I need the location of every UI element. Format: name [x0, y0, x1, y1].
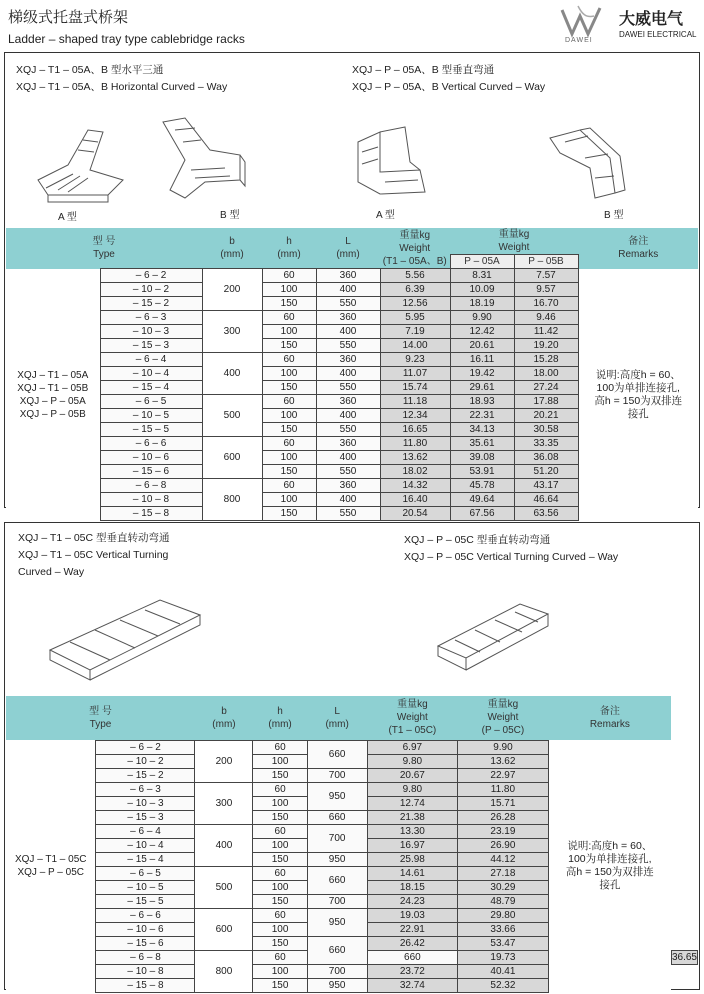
model-suffix: – 6 – 6: [100, 437, 202, 451]
weight-1: 20.67: [367, 768, 458, 782]
model-suffix: – 6 – 4: [96, 824, 195, 838]
table-row: [6, 740, 698, 754]
model-suffix: – 10 – 4: [100, 367, 202, 381]
length-L: 550: [316, 297, 380, 311]
weight-1: 24.23: [367, 894, 458, 908]
height-h: 100: [253, 796, 307, 810]
model-suffix: – 15 – 6: [100, 465, 202, 479]
height-h: 60: [262, 479, 316, 493]
height-h: 60: [262, 437, 316, 451]
model-suffix: – 10 – 2: [100, 283, 202, 297]
model-suffix: – 15 – 5: [100, 423, 202, 437]
col-weight2-header: 重量kg Weight (P – 05C): [458, 696, 549, 740]
weight-2: 67.56: [450, 507, 514, 521]
length-L: 360: [316, 479, 380, 493]
model-suffix: – 10 – 6: [100, 451, 202, 465]
caption-left-1: [16, 62, 227, 96]
weight-1: 14.32: [380, 479, 450, 493]
weight-3: 33.35: [514, 437, 578, 451]
weight-1: 18.15: [367, 880, 458, 894]
weight-2: 27.18: [458, 866, 549, 880]
caption-line: XQJ – P – 05A、B 型垂直弯通: [352, 64, 495, 76]
col-p05b-header: P – 05B: [514, 255, 578, 269]
col-type-header: [6, 696, 195, 740]
model-suffix: – 10 – 5: [96, 880, 195, 894]
model-suffix: – 15 – 8: [96, 978, 195, 992]
weight-2: 53.91: [450, 465, 514, 479]
height-h: 100: [262, 409, 316, 423]
model-suffix: – 15 – 2: [100, 297, 202, 311]
height-h: 100: [253, 838, 307, 852]
weight-2: 15.71: [458, 796, 549, 810]
model-suffix: – 6 – 8: [100, 479, 202, 493]
weight-1: 19.73: [458, 950, 549, 964]
col-weight1-header: 重量kg Weight (T1 – 05A、B): [380, 228, 450, 269]
weight-3: 43.17: [514, 479, 578, 493]
weight-2: 16.11: [450, 353, 514, 367]
weight-1: 9.80: [367, 782, 458, 796]
weight-2: 9.90: [458, 740, 549, 754]
type-names: [6, 269, 100, 521]
weight-2: 22.97: [458, 768, 549, 782]
col-b-header: b (mm): [195, 696, 253, 740]
caption-left-2: [18, 530, 170, 581]
remarks-note: 说明:高度h = 60、 100为单排连接孔, 高h = 150为双排连 接孔: [548, 740, 671, 992]
col-weight2-header: 重量kg Weight: [450, 228, 578, 255]
height-h: 150: [262, 465, 316, 479]
height-h: 150: [262, 339, 316, 353]
height-h: 100: [262, 283, 316, 297]
vertical-turning-p-drawing: [430, 586, 560, 676]
height-h: 60: [262, 353, 316, 367]
width-b: 600: [202, 437, 262, 479]
weight-2: 13.62: [458, 754, 549, 768]
height-h: 60: [262, 395, 316, 409]
length-L: 660: [307, 866, 367, 894]
weight-3: 63.56: [514, 507, 578, 521]
type-name: XQJ – T1 – 05A: [17, 369, 89, 381]
weight-1: 21.38: [367, 810, 458, 824]
weight-2: 20.61: [450, 339, 514, 353]
weight-2: 8.31: [450, 269, 514, 283]
height-h: 100: [262, 325, 316, 339]
width-b: 300: [195, 782, 253, 824]
weight-3: 17.88: [514, 395, 578, 409]
caption-line: XQJ – T1 – 05C 型垂直转动弯通: [18, 532, 170, 544]
length-L: 660: [307, 936, 367, 964]
weight-3: 9.57: [514, 283, 578, 297]
model-suffix: – 10 – 3: [100, 325, 202, 339]
weight-2: 10.09: [450, 283, 514, 297]
vertical-bend-b-drawing: [540, 118, 640, 208]
weight-2: 33.66: [458, 922, 549, 936]
length-L: 400: [316, 367, 380, 381]
brand-name-en: DAWEI ELECTRICAL: [619, 30, 697, 39]
col-remarks-header: 备注 Remarks: [578, 228, 698, 269]
caption-line: XQJ – T1 – 05A、B 型水平三通: [16, 64, 164, 76]
length-L: 360: [316, 395, 380, 409]
height-h: 100: [253, 754, 307, 768]
caption-line: Curved – Way: [18, 566, 85, 578]
model-suffix: – 6 – 6: [96, 908, 195, 922]
model-suffix: – 6 – 2: [100, 269, 202, 283]
model-suffix: – 6 – 5: [96, 866, 195, 880]
weight-2: 44.12: [458, 852, 549, 866]
col-L-header: L (mm): [307, 696, 367, 740]
weight-2: 30.29: [458, 880, 549, 894]
length-L: 550: [316, 507, 380, 521]
weight-2: 48.79: [458, 894, 549, 908]
height-h: 150: [253, 852, 307, 866]
col-remarks-header: 备注 Remarks: [548, 696, 671, 740]
weight-1: 11.07: [380, 367, 450, 381]
height-h: 60: [253, 950, 307, 964]
weight-1: 16.97: [367, 838, 458, 852]
height-h: 60: [253, 908, 307, 922]
width-b: 800: [195, 950, 253, 992]
drawing-label: B 型: [604, 210, 624, 221]
model-suffix: – 15 – 5: [96, 894, 195, 908]
tee-type-b-drawing: [155, 110, 250, 210]
type-name: XQJ – P – 05A: [19, 395, 86, 407]
caption-line: XQJ – P – 05C Vertical Turning Curved – Way: [404, 551, 619, 563]
height-h: 60: [253, 866, 307, 880]
width-b: 200: [202, 269, 262, 311]
type-header-en: Type: [89, 718, 112, 730]
page-title: 梯级式托盘式桥架: [8, 9, 129, 26]
length-L: 550: [316, 381, 380, 395]
remarks-note: 说明:高度h = 60、 100为单排连接孔, 高h = 150为双排连 接孔: [578, 269, 698, 521]
weight-1: 12.74: [367, 796, 458, 810]
tee-type-a-drawing: [28, 110, 138, 210]
weight-2: 23.19: [458, 824, 549, 838]
brand-name-cn: 大威电气: [619, 11, 684, 28]
drawing-label: B 型: [220, 210, 240, 221]
weight-1: 6.39: [380, 283, 450, 297]
weight-2: 35.61: [450, 437, 514, 451]
width-b: 600: [195, 908, 253, 950]
model-suffix: – 15 – 4: [96, 852, 195, 866]
model-suffix: – 10 – 2: [96, 754, 195, 768]
length-L: 550: [316, 423, 380, 437]
weight-2: 9.90: [450, 311, 514, 325]
width-b: 400: [202, 353, 262, 395]
model-suffix: – 6 – 8: [96, 950, 195, 964]
weight-2: 53.47: [458, 936, 549, 950]
vertical-bend-a-drawing: [350, 112, 435, 207]
model-suffix: – 10 – 4: [96, 838, 195, 852]
type-header-cn: 型 号: [89, 705, 112, 717]
weight-2: 29.80: [458, 908, 549, 922]
length-L: 700: [307, 768, 367, 782]
model-suffix: – 6 – 5: [100, 395, 202, 409]
col-weight1-header: 重量kg Weight (T1 – 05C): [367, 696, 458, 740]
spec-table-2: [6, 696, 698, 993]
weight-1: 14.00: [380, 339, 450, 353]
length-L: 550: [316, 339, 380, 353]
height-h: 100: [253, 964, 307, 978]
weight-2: 12.42: [450, 325, 514, 339]
caption-line: XQJ – T1 – 05A、B Horizontal Curved – Way: [16, 81, 228, 93]
height-h: 150: [262, 507, 316, 521]
weight-1: 12.56: [380, 297, 450, 311]
type-name: XQJ – T1 – 05B: [17, 382, 89, 394]
weight-1: 18.02: [380, 465, 450, 479]
weight-1: 25.98: [367, 852, 458, 866]
height-h: 150: [262, 381, 316, 395]
weight-1: 19.03: [367, 908, 458, 922]
model-suffix: – 10 – 8: [100, 493, 202, 507]
weight-1: 15.74: [380, 381, 450, 395]
width-b: 500: [202, 395, 262, 437]
model-suffix: – 15 – 3: [100, 339, 202, 353]
caption-line: XQJ – P – 05C 型垂直转动弯通: [404, 534, 551, 546]
width-b: 800: [202, 479, 262, 521]
length-L: 950: [307, 852, 367, 866]
height-h: 60: [262, 269, 316, 283]
weight-3: 18.00: [514, 367, 578, 381]
width-b: 300: [202, 311, 262, 353]
weight-2: 26.28: [458, 810, 549, 824]
weight-1: 26.42: [367, 936, 458, 950]
length-L: 660: [367, 950, 458, 964]
weight-2: 18.19: [450, 297, 514, 311]
weight-3: 27.24: [514, 381, 578, 395]
model-suffix: – 15 – 3: [96, 810, 195, 824]
length-L: 660: [307, 810, 367, 824]
type-name: XQJ – P – 05C: [17, 867, 84, 878]
col-h-header: h (mm): [253, 696, 307, 740]
page-subtitle: Ladder – shaped tray type cablebridge racks: [8, 32, 245, 46]
weight-1: 5.56: [380, 269, 450, 283]
weight-2: 49.64: [450, 493, 514, 507]
weight-1: 22.91: [367, 922, 458, 936]
width-b: 200: [195, 740, 253, 782]
weight-1: 12.34: [380, 409, 450, 423]
weight-1: 11.80: [380, 437, 450, 451]
weight-2: 18.93: [450, 395, 514, 409]
length-L: 360: [316, 353, 380, 367]
length-L: 550: [316, 465, 380, 479]
weight-1: 20.54: [380, 507, 450, 521]
vertical-turning-t1-drawing: [40, 580, 210, 690]
col-p05a-header: P – 05A: [450, 255, 514, 269]
model-suffix: – 15 – 4: [100, 381, 202, 395]
weight-1: 16.65: [380, 423, 450, 437]
height-h: 100: [262, 493, 316, 507]
model-suffix: – 6 – 3: [100, 311, 202, 325]
height-h: 150: [253, 894, 307, 908]
height-h: 100: [262, 451, 316, 465]
weight-2: 26.90: [458, 838, 549, 852]
length-L: 360: [316, 269, 380, 283]
length-L: 950: [307, 978, 367, 992]
type-names: [6, 740, 96, 992]
col-b-header: b (mm): [202, 228, 262, 269]
model-suffix: – 15 – 8: [100, 507, 202, 521]
weight-1: 9.80: [367, 754, 458, 768]
weight-2: 36.65: [671, 951, 697, 963]
model-suffix: – 6 – 4: [100, 353, 202, 367]
height-h: 150: [253, 768, 307, 782]
weight-3: 36.08: [514, 451, 578, 465]
weight-2: 45.78: [450, 479, 514, 493]
weight-1: 13.62: [380, 451, 450, 465]
caption-right-2: [404, 532, 618, 566]
weight-3: 15.28: [514, 353, 578, 367]
height-h: 150: [262, 297, 316, 311]
weight-1: 23.72: [367, 964, 458, 978]
weight-2: 22.31: [450, 409, 514, 423]
weight-2: 52.32: [458, 978, 549, 992]
model-suffix: – 10 – 5: [100, 409, 202, 423]
drawing-label: A 型: [58, 212, 77, 223]
weight-3: 19.20: [514, 339, 578, 353]
weight-3: 9.46: [514, 311, 578, 325]
brand-logo-text: DAWEI: [565, 37, 593, 44]
drawing-label: A 型: [376, 210, 395, 221]
length-L: 400: [316, 325, 380, 339]
caption-line: XQJ – T1 – 05C Vertical Turning: [18, 549, 169, 561]
weight-2: 40.41: [458, 964, 549, 978]
weight-3: 51.20: [514, 465, 578, 479]
weight-2: 39.08: [450, 451, 514, 465]
type-name: XQJ – P – 05B: [19, 408, 86, 420]
table-row: [6, 269, 698, 283]
weight-1: 7.19: [380, 325, 450, 339]
model-suffix: – 15 – 2: [96, 768, 195, 782]
length-L: 660: [307, 740, 367, 768]
length-L: 700: [307, 894, 367, 908]
height-h: 60: [253, 782, 307, 796]
height-h: 150: [262, 423, 316, 437]
weight-1: 5.95: [380, 311, 450, 325]
length-L: 950: [307, 782, 367, 810]
weight-1: 13.30: [367, 824, 458, 838]
weight-3: 16.70: [514, 297, 578, 311]
weight-1: 16.40: [380, 493, 450, 507]
weight-2: 34.13: [450, 423, 514, 437]
model-suffix: – 10 – 6: [96, 922, 195, 936]
height-h: 150: [253, 810, 307, 824]
length-L: 360: [316, 437, 380, 451]
height-h: 60: [262, 311, 316, 325]
weight-2: 11.80: [458, 782, 549, 796]
length-L: 700: [307, 964, 367, 978]
length-L: 950: [307, 908, 367, 936]
model-suffix: – 6 – 2: [96, 740, 195, 754]
width-b: 500: [195, 866, 253, 908]
spec-table-1: [6, 228, 698, 521]
width-b: 400: [195, 824, 253, 866]
length-L: 400: [316, 451, 380, 465]
height-h: 100: [253, 922, 307, 936]
col-L-header: L (mm): [316, 228, 380, 269]
length-L: 400: [316, 493, 380, 507]
weight-1: 32.74: [367, 978, 458, 992]
length-L: 700: [307, 824, 367, 852]
model-suffix: – 15 – 6: [96, 936, 195, 950]
length-L: 360: [316, 311, 380, 325]
height-h: 60: [253, 740, 307, 754]
model-suffix: – 6 – 3: [96, 782, 195, 796]
height-h: 150: [253, 978, 307, 992]
model-suffix: – 10 – 8: [96, 964, 195, 978]
weight-2: 29.61: [450, 381, 514, 395]
col-type-header: [6, 228, 202, 269]
caption-right-1: [352, 62, 545, 96]
weight-3: 30.58: [514, 423, 578, 437]
length-L: 400: [316, 409, 380, 423]
weight-3: 46.64: [514, 493, 578, 507]
type-name: XQJ – T1 – 05C: [14, 854, 87, 865]
model-suffix: – 10 – 3: [96, 796, 195, 810]
weight-2: 19.42: [450, 367, 514, 381]
col-h-header: h (mm): [262, 228, 316, 269]
weight-3: 11.42: [514, 325, 578, 339]
caption-line: XQJ – P – 05A、B Vertical Curved – Way: [352, 81, 546, 93]
weight-3: 7.57: [514, 269, 578, 283]
length-L: 400: [316, 283, 380, 297]
height-h: 100: [262, 367, 316, 381]
height-h: 150: [253, 936, 307, 950]
weight-1: 11.18: [380, 395, 450, 409]
type-header-en: Type: [93, 249, 115, 260]
weight-3: 20.21: [514, 409, 578, 423]
height-h: 60: [253, 824, 307, 838]
weight-1: 9.23: [380, 353, 450, 367]
type-header-cn: 型 号: [92, 236, 116, 247]
weight-1: 14.61: [367, 866, 458, 880]
weight-1: 6.97: [367, 740, 458, 754]
height-h: 100: [253, 880, 307, 894]
